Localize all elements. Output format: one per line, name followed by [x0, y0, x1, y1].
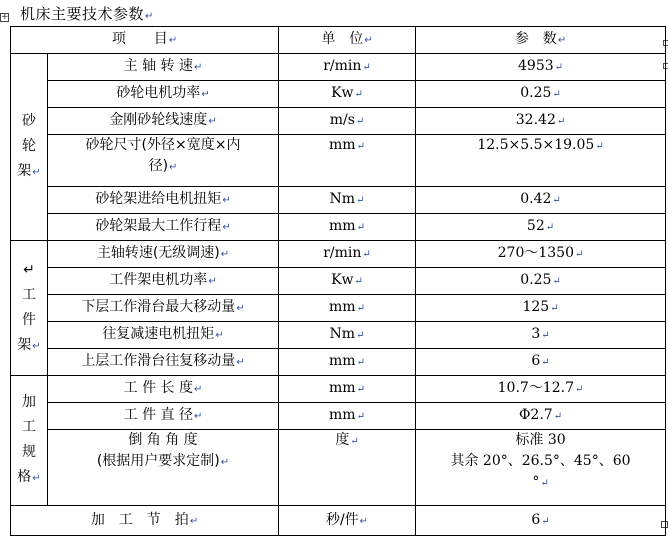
table-row	[11, 135, 666, 187]
paragraph-mark-icon: ↵	[356, 303, 365, 314]
paragraph-mark-icon: ↵	[356, 141, 365, 152]
item-cell[interactable]	[48, 349, 279, 376]
paragraph-mark-icon: ↵	[541, 515, 550, 527]
paragraph-mark-icon: ↵	[541, 330, 550, 341]
unit-cell[interactable]	[279, 376, 416, 403]
group-label-cell-text: ↵	[23, 261, 35, 278]
table-row	[11, 81, 666, 108]
group-label-cell-text: 格	[17, 469, 32, 485]
param-cell-text: 0.25	[520, 85, 552, 101]
paragraph-mark-icon: ↵	[552, 89, 561, 100]
group-label-cell[interactable]	[11, 376, 48, 506]
table-row	[11, 268, 666, 295]
paragraph-mark-icon: ↵	[201, 89, 210, 100]
paragraph-mark-icon: ↵	[356, 384, 365, 395]
group-label-cell[interactable]	[11, 241, 48, 376]
paragraph-mark-icon: ↵	[236, 303, 245, 314]
item-cell[interactable]	[48, 187, 279, 214]
paragraph-mark-icon: ↵	[557, 35, 567, 46]
header-unit-cell-text: 单 位	[321, 31, 364, 47]
param-cell-text: 125	[522, 299, 550, 315]
item-cell-text: 砂轮架最大工作行程	[95, 218, 222, 234]
param-cell-text: 0.25	[520, 272, 552, 288]
param-cell-text: 270～1350	[497, 245, 574, 261]
param-cell-text: Φ2.7	[518, 407, 553, 423]
table-row	[11, 322, 666, 349]
item-cell-text: 工 件 直 径	[123, 407, 193, 423]
unit-cell-text: r/min	[323, 58, 362, 74]
unit-cell-text: mm	[329, 353, 356, 369]
unit-cell[interactable]	[279, 135, 416, 187]
group-label-cell-text: 件	[22, 311, 36, 328]
item-cell-text: 主 轴 转 速	[123, 58, 193, 74]
unit-cell[interactable]	[279, 241, 416, 268]
item-cell-text: 工 件 长 度	[123, 380, 193, 396]
paragraph-mark-icon: ↵	[169, 162, 178, 173]
param-cell-text: 6	[531, 353, 541, 369]
item-cell[interactable]	[48, 268, 279, 295]
item-cell-text: 工件架电机功率	[109, 272, 208, 288]
item-cell[interactable]	[48, 430, 279, 506]
param-cell[interactable]	[416, 81, 666, 108]
unit-cell-text: Nm	[329, 191, 356, 207]
paragraph-mark-icon: ↵	[545, 222, 555, 233]
table-header-row	[11, 27, 666, 54]
unit-cell-text: mm	[329, 218, 356, 234]
table-footer-row	[11, 506, 666, 536]
paragraph-mark-icon: ↵	[354, 276, 363, 287]
header-item-cell-text: 项 目	[111, 31, 168, 47]
cycle-time-unit-cell-text: 秒/件	[325, 511, 359, 528]
table-move-handle-icon[interactable]: +	[1, 12, 9, 22]
param-cell[interactable]	[416, 214, 666, 241]
paragraph-mark-icon: ↵	[32, 167, 41, 178]
param-cell[interactable]	[416, 430, 666, 506]
unit-cell[interactable]	[279, 403, 416, 430]
param-cell[interactable]	[416, 349, 666, 376]
group-label-cell-text: 加	[22, 394, 36, 410]
paragraph-mark-icon: ↵	[168, 35, 178, 46]
table-row	[11, 187, 666, 214]
unit-cell[interactable]	[279, 81, 416, 108]
item-cell-text: 倒 角 角 度	[128, 432, 198, 448]
item-cell-text: 上层工作滑台往复移动量	[81, 353, 236, 369]
item-cell-text: 往复减速电机扭矩	[102, 326, 215, 342]
table-row	[11, 430, 666, 506]
param-cell-text: 4953	[518, 58, 554, 74]
unit-cell-text: Nm	[329, 326, 356, 342]
table-row	[11, 214, 666, 241]
group-label-cell-text: 工	[22, 286, 36, 303]
paragraph-mark-icon: ↵	[32, 340, 41, 352]
param-cell-text: 3	[531, 326, 541, 342]
paragraph-mark-icon: ↵	[359, 515, 369, 527]
spec-table	[10, 26, 666, 536]
item-cell-text: 砂轮架进给电机扭矩	[95, 191, 222, 207]
paragraph-mark-icon: ↵	[189, 515, 199, 527]
paragraph-mark-icon: ↵	[362, 62, 371, 73]
paragraph-mark-icon: ↵	[356, 357, 365, 368]
cycle-time-value-cell[interactable]	[416, 506, 666, 536]
param-cell-text: 10.7～12.7	[497, 380, 574, 396]
unit-cell-text: r/min	[323, 245, 362, 261]
document-title: 机床主要技术参数↵	[20, 5, 154, 23]
paragraph-mark-icon: ↵	[595, 141, 604, 152]
table-row	[11, 376, 666, 403]
unit-cell[interactable]	[279, 187, 416, 214]
unit-cell-text: Kw	[331, 85, 354, 101]
param-cell[interactable]	[416, 268, 666, 295]
header-item-cell[interactable]	[11, 27, 279, 54]
item-cell[interactable]	[48, 54, 279, 81]
table-row	[11, 349, 666, 376]
header-param-cell-text: 参 数	[514, 31, 557, 47]
param-cell[interactable]	[416, 135, 666, 187]
group-label-cell-text: 架	[17, 336, 32, 353]
item-cell-text: 金刚砂轮线速度	[109, 112, 208, 128]
unit-cell[interactable]	[279, 268, 416, 295]
paragraph-mark-icon: ↵	[193, 62, 203, 73]
param-cell[interactable]	[416, 108, 666, 135]
unit-cell-text: mm	[329, 407, 356, 423]
unit-cell-text: Kw	[331, 272, 354, 288]
header-param-cell[interactable]	[416, 27, 666, 54]
param-cell-text: 52	[526, 218, 545, 234]
table-row	[11, 241, 666, 268]
param-cell-text: 其余 20°、26.5°、45°、60	[450, 453, 631, 469]
cycle-time-unit-cell[interactable]	[279, 506, 416, 536]
paragraph-mark-icon: ↵	[356, 195, 365, 206]
group-label-cell[interactable]	[11, 54, 48, 241]
paragraph-mark-icon: ↵	[552, 195, 561, 206]
paragraph-mark-icon: ↵	[575, 249, 584, 260]
item-cell-text: 径)	[148, 158, 169, 174]
item-cell[interactable]	[48, 295, 279, 322]
paragraph-mark-icon: ↵	[208, 276, 217, 287]
param-cell[interactable]	[416, 322, 666, 349]
item-cell[interactable]	[48, 81, 279, 108]
group-label-cell-text: 工	[22, 419, 36, 435]
paragraph-mark-icon: ↵	[220, 457, 230, 468]
paragraph-mark-icon: ↵	[32, 473, 41, 484]
paragraph-mark-icon: ↵	[550, 303, 559, 314]
item-cell[interactable]	[48, 322, 279, 349]
item-cell[interactable]	[48, 241, 279, 268]
paragraph-mark-icon: ↵	[556, 116, 566, 127]
cycle-time-label-cell[interactable]	[11, 506, 279, 536]
paragraph-mark-icon: ↵	[574, 384, 584, 395]
param-cell[interactable]	[416, 241, 666, 268]
param-cell[interactable]	[416, 376, 666, 403]
param-cell-text: °	[532, 474, 540, 490]
group-label-cell-text: 砂	[22, 113, 36, 129]
paragraph-mark-icon: ↵	[354, 89, 363, 100]
param-cell[interactable]	[416, 403, 666, 430]
unit-cell-text: 度	[335, 432, 350, 448]
unit-cell-text: mm	[329, 380, 356, 396]
item-cell[interactable]	[48, 108, 279, 135]
unit-cell-text: mm	[329, 137, 356, 153]
item-cell[interactable]	[48, 376, 279, 403]
param-cell-text: 0.42	[520, 191, 552, 207]
item-cell[interactable]	[48, 214, 279, 241]
item-cell-text: 主轴转速(无级调速)	[96, 245, 220, 261]
paragraph-mark-icon: ↵	[553, 411, 563, 422]
param-cell-text: 标准 30	[515, 432, 566, 448]
param-cell[interactable]	[416, 187, 666, 214]
unit-cell[interactable]	[279, 108, 416, 135]
item-cell-text: 砂轮尺寸(外径×宽度×内	[85, 137, 241, 153]
group-label-cell-text: 轮	[22, 138, 36, 154]
paragraph-mark-icon: ↵	[193, 384, 203, 395]
paragraph-mark-icon: ↵	[356, 330, 365, 341]
paragraph-mark-icon: ↵	[552, 276, 561, 287]
table-row	[11, 108, 666, 135]
paragraph-mark-icon: ↵	[222, 195, 231, 206]
table-row	[11, 54, 666, 81]
unit-cell-text: mm	[329, 299, 356, 315]
paragraph-mark-icon: ↵	[364, 35, 373, 46]
unit-cell[interactable]	[279, 214, 416, 241]
cycle-time-value-cell-text: 6	[531, 511, 541, 528]
table-row	[11, 295, 666, 322]
param-cell[interactable]	[416, 54, 666, 81]
header-unit-cell[interactable]	[279, 27, 416, 54]
group-label-cell-text: 架	[17, 163, 32, 179]
unit-cell[interactable]	[279, 430, 416, 506]
item-cell-text: 下层工作滑台最大移动量	[81, 299, 236, 315]
item-cell[interactable]	[48, 403, 279, 430]
paragraph-mark-icon: ↵	[236, 357, 245, 368]
param-cell[interactable]	[416, 295, 666, 322]
paragraph-mark-icon: ↵	[356, 411, 365, 422]
paragraph-mark-icon: ↵	[215, 330, 224, 341]
paragraph-mark-icon: ↵	[222, 222, 231, 233]
paragraph-mark-icon: ↵	[220, 249, 230, 260]
paragraph-mark-icon: ↵	[356, 222, 365, 233]
table-row	[11, 403, 666, 430]
paragraph-mark-icon: ↵	[362, 249, 371, 260]
unit-cell-text: m/s	[329, 112, 355, 128]
paragraph-mark-icon: ↵	[540, 478, 549, 489]
item-cell-text: 砂轮电机功率	[116, 85, 201, 101]
param-cell-text: 32.42	[515, 112, 556, 128]
paragraph-mark-icon: ↵	[541, 357, 550, 368]
paragraph-mark-icon: ↵	[554, 62, 564, 73]
param-cell-text: 12.5×5.5×19.05	[477, 137, 595, 153]
paragraph-mark-icon: ↵	[193, 411, 203, 422]
paragraph-mark-icon: ↵	[208, 116, 217, 127]
unit-cell[interactable]	[279, 322, 416, 349]
paragraph-mark-icon: ↵	[350, 436, 359, 447]
unit-cell[interactable]	[279, 295, 416, 322]
cycle-time-label-cell-text: 加 工 节 拍	[90, 511, 189, 528]
unit-cell[interactable]	[279, 349, 416, 376]
item-cell[interactable]	[48, 135, 279, 187]
group-label-cell-text: 规	[22, 444, 36, 460]
item-cell-text: (根据用户要求定制)	[96, 453, 220, 469]
unit-cell[interactable]	[279, 54, 416, 81]
paragraph-mark-icon: ↵	[355, 116, 365, 127]
